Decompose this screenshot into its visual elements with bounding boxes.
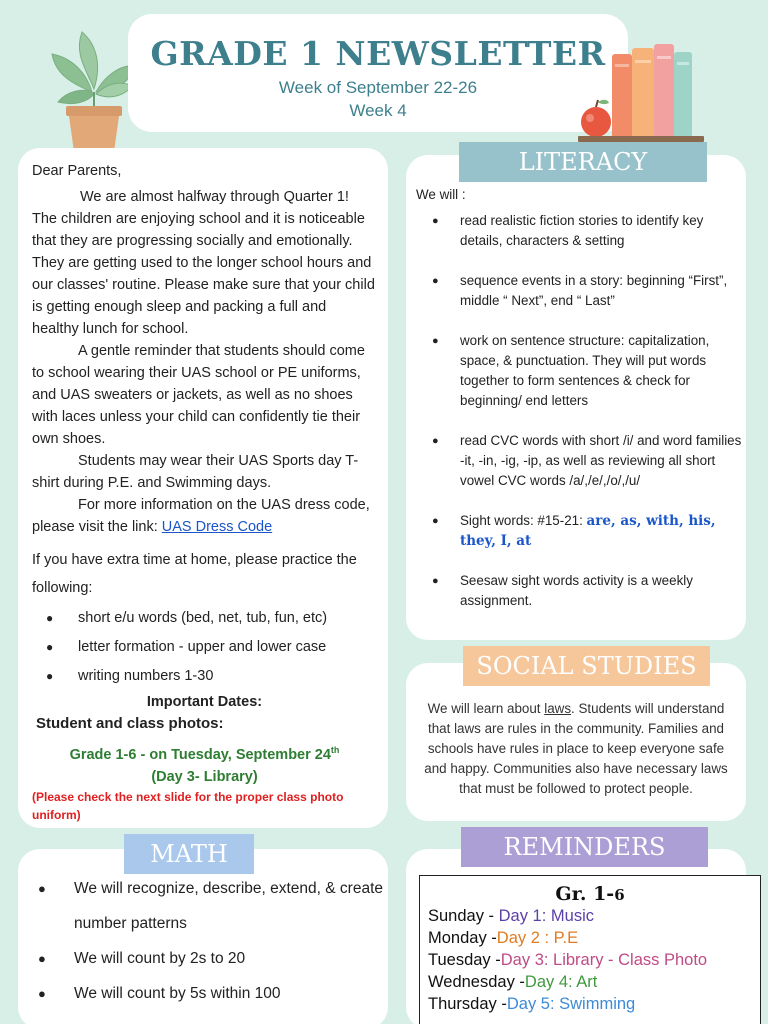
sight-words: are, as, with, his, they, I, at xyxy=(460,513,716,549)
ss-text-suffix: . Students will understand that laws are rules in the community. Families and schools have rules in place to keep everyone safe and happy. Communities also have necessary laws that must be followed to protect people. xyxy=(424,701,728,796)
schedule-row xyxy=(420,971,760,993)
schedule-row xyxy=(420,927,760,949)
list-item: ● read realistic fiction stories to identify key details, characters & setting xyxy=(416,211,744,251)
letter-paragraph-4 xyxy=(32,494,377,538)
photos-detail xyxy=(32,739,377,766)
schedule-activity: Day 5: Swimming xyxy=(506,995,636,1013)
practice-intro: If you have extra time at home, please practice the following: xyxy=(32,552,357,596)
list-item: ● We will count by 2s to 20 xyxy=(38,941,383,976)
ss-text-laws: laws xyxy=(544,701,572,716)
math-card xyxy=(18,849,388,1024)
parent-letter xyxy=(32,160,377,824)
specials-schedule xyxy=(419,875,761,1024)
sight-words-label: Sight words: #15-21: xyxy=(460,513,587,528)
photos-date-suffix: th xyxy=(330,745,340,755)
list-item: ● short e/u words (bed, net, tub, fun, etc) xyxy=(32,604,377,633)
list-item: ● letter formation - upper and lower case xyxy=(32,633,377,662)
literacy-list xyxy=(416,211,744,611)
literacy-card xyxy=(406,155,746,640)
list-item: ● sequence events in a story: beginning “First”, middle “ Next”, end “ Last” xyxy=(416,271,744,311)
schedule-day: Wednesday - xyxy=(428,973,525,991)
letter-paragraph-3: Students may wear their UAS Sports day T-shirt during P.E. and Swimming days. xyxy=(32,453,359,491)
list-item: ● writing numbers 1-30 xyxy=(32,662,377,691)
header-card xyxy=(128,14,628,132)
ss-text-prefix: We will learn about xyxy=(427,701,545,716)
schedule-day: Thursday - xyxy=(428,995,507,1013)
social-studies-card xyxy=(406,663,746,821)
list-item xyxy=(416,511,744,551)
literacy-heading: LITERACY xyxy=(459,142,707,182)
list-item: ● read CVC words with short /i/ and word families -it, -in, -ig, -ip, as well as reviewing all short vowel CVC words /a/,/e/,/o/,/u/ xyxy=(416,431,744,491)
letter-greeting: Dear Parents, xyxy=(32,163,122,179)
books-and-apple-illustration xyxy=(576,40,711,145)
letter-paragraph-1: We are almost halfway through Quarter 1! The children are enjoying school and it is noticeable that they are progressing socially and emotionally. They are getting used to the longer school hours and our classes' routine. Please make sure that your child is getting enough sleep and packing a full and healthy lunch for school. xyxy=(32,189,375,337)
literacy-intro: We will : xyxy=(416,187,466,202)
page-title: GRADE 1 NEWSLETTER xyxy=(150,34,606,73)
photos-heading: Student and class photos: xyxy=(36,715,224,732)
dress-code-link[interactable]: UAS Dress Code xyxy=(161,519,273,535)
math-list xyxy=(38,871,383,1011)
schedule-row xyxy=(420,993,760,1015)
photos-location: (Day 3- Library) xyxy=(151,768,258,785)
reminders-heading: REMINDERS xyxy=(461,827,708,867)
schedule-activity: Day 3: Library - Class Photo xyxy=(500,951,708,969)
photos-date: Grade 1-6 - on Tuesday, September 24 xyxy=(69,746,331,763)
schedule-row xyxy=(420,949,760,971)
schedule-title xyxy=(420,883,760,905)
math-heading: MATH xyxy=(124,834,254,874)
schedule-activity: Day 1: Music xyxy=(498,907,594,925)
schedule-activity: Day 2 : P.E xyxy=(496,929,579,947)
schedule-title-suffix: 6 xyxy=(614,886,625,904)
schedule-row xyxy=(420,905,760,927)
list-item: ● work on sentence structure: capitalization, space, & punctuation. They will put words together to form sentences & check for beginning/ end letters xyxy=(416,331,744,411)
list-item: ● We will recognize, describe, extend, & create number patterns xyxy=(38,871,383,941)
schedule-title-main: Gr. 1- xyxy=(555,883,615,905)
schedule-activity: Day 4: Art xyxy=(524,973,598,991)
photos-note: (Please check the next slide for the proper class photo uniform) xyxy=(32,789,344,822)
literacy-content xyxy=(416,185,744,611)
list-item: ● Seesaw sight words activity is a weekly assignment. xyxy=(416,571,744,611)
schedule-day: Sunday - xyxy=(428,907,499,925)
schedule-day: Monday - xyxy=(428,929,497,947)
social-studies-heading: SOCIAL STUDIES xyxy=(463,646,710,686)
letter-paragraph-2: A gentle reminder that students should come to school wearing their UAS school or PE uniforms, and UAS sweaters or jackets, as well as no shoes with laces unless your child can confidently tie their own shoes. xyxy=(32,343,365,447)
important-dates-heading: Important Dates: xyxy=(146,694,263,710)
social-studies-text xyxy=(418,699,734,799)
parent-letter-card xyxy=(18,148,388,828)
practice-list xyxy=(32,604,377,691)
dress-code-text: For more information on the UAS dress code, please visit the link: xyxy=(32,497,370,535)
schedule-day: Tuesday - xyxy=(428,951,501,969)
week-number: Week 4 xyxy=(349,101,407,120)
list-item: ● We will count by 5s within 100 xyxy=(38,976,383,1011)
week-range: Week of September 22-26 xyxy=(278,78,478,97)
